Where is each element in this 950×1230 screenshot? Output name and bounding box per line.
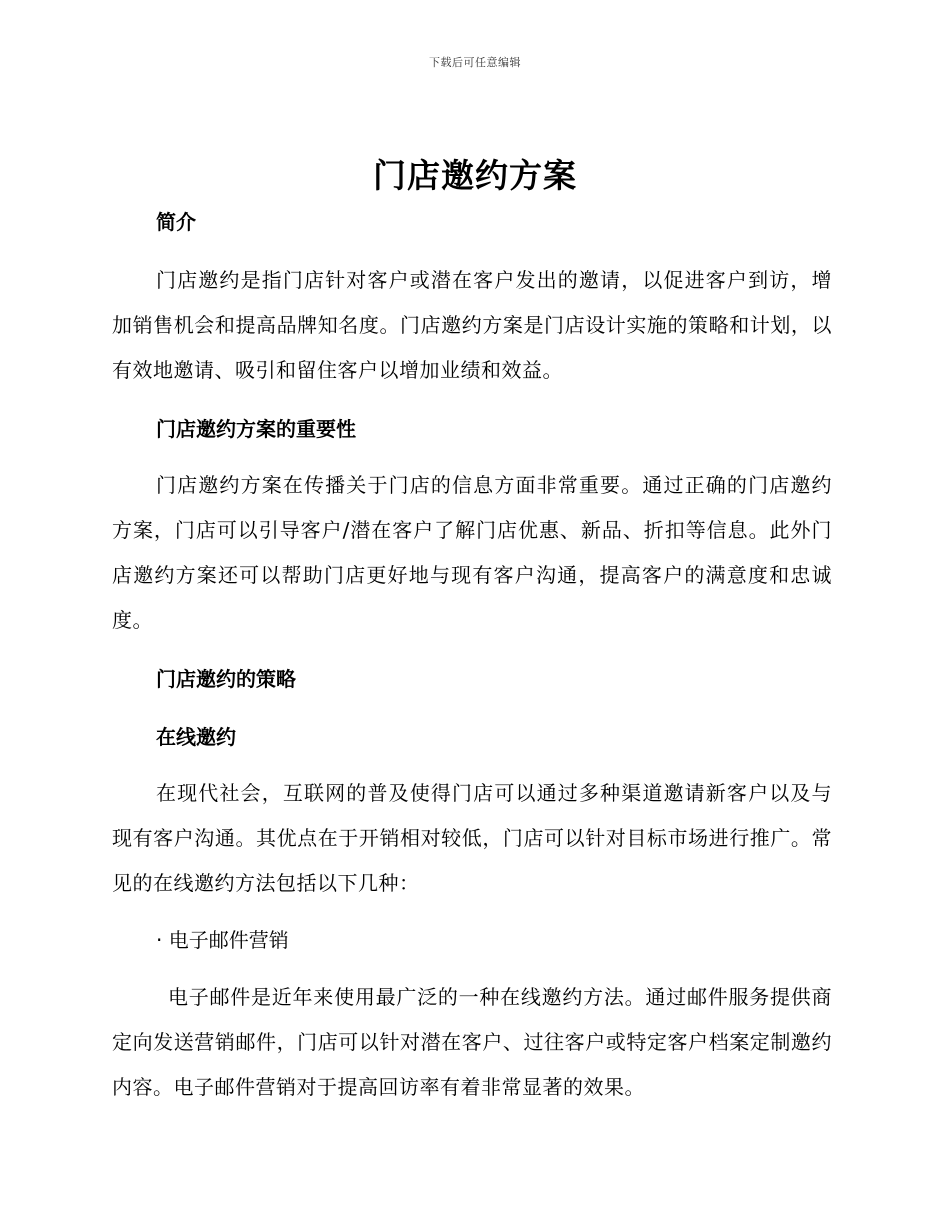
section-paragraph-importance: 门店邀约方案在传播关于门店的信息方面非常重要。通过正确的门店邀约方案，门店可以引导客户/潜在客户了解门店优惠、新品、折扣等信息。此外门店邀约方案还可以帮助门店更好地与现有客户沟通，提高客户的满意度和忠诚度。	[112, 473, 832, 632]
section-heading-importance: 门店邀约方案的重要性	[156, 417, 356, 441]
section-heading-intro: 简介	[156, 210, 196, 234]
bullet-item-email: · 电子邮件营销	[156, 928, 289, 952]
section-paragraph-online: 在现代社会，互联网的普及使得门店可以通过多种渠道邀请新客户以及与现有客户沟通。其优点在于开销相对较低，门店可以针对目标市场进行推广。常见的在线邀约方法包括以下几种：	[112, 781, 832, 895]
document-body	[112, 200, 832, 1110]
bullet-paragraph-email: 电子邮件是近年来使用最广泛的一种在线邀约方法。通过邮件服务提供商定向发送营销邮件，门店可以针对潜在客户、过往客户或特定客户档案定制邀约内容。电子邮件营销对于提高回访率有着非常显著的效果。	[112, 985, 832, 1099]
page-header-note: 下载后可任意编辑	[429, 56, 521, 69]
section-heading-online: 在线邀约	[156, 725, 236, 749]
section-paragraph-intro: 门店邀约是指门店针对客户或潜在客户发出的邀请，以促进客户到访，增加销售机会和提高品牌知名度。门店邀约方案是门店设计实施的策略和计划，以有效地邀请、吸引和留住客户以增加业绩和效益。	[112, 268, 832, 382]
section-heading-strategy: 门店邀约的策略	[156, 667, 296, 691]
document-title: 门店邀约方案	[373, 156, 577, 195]
